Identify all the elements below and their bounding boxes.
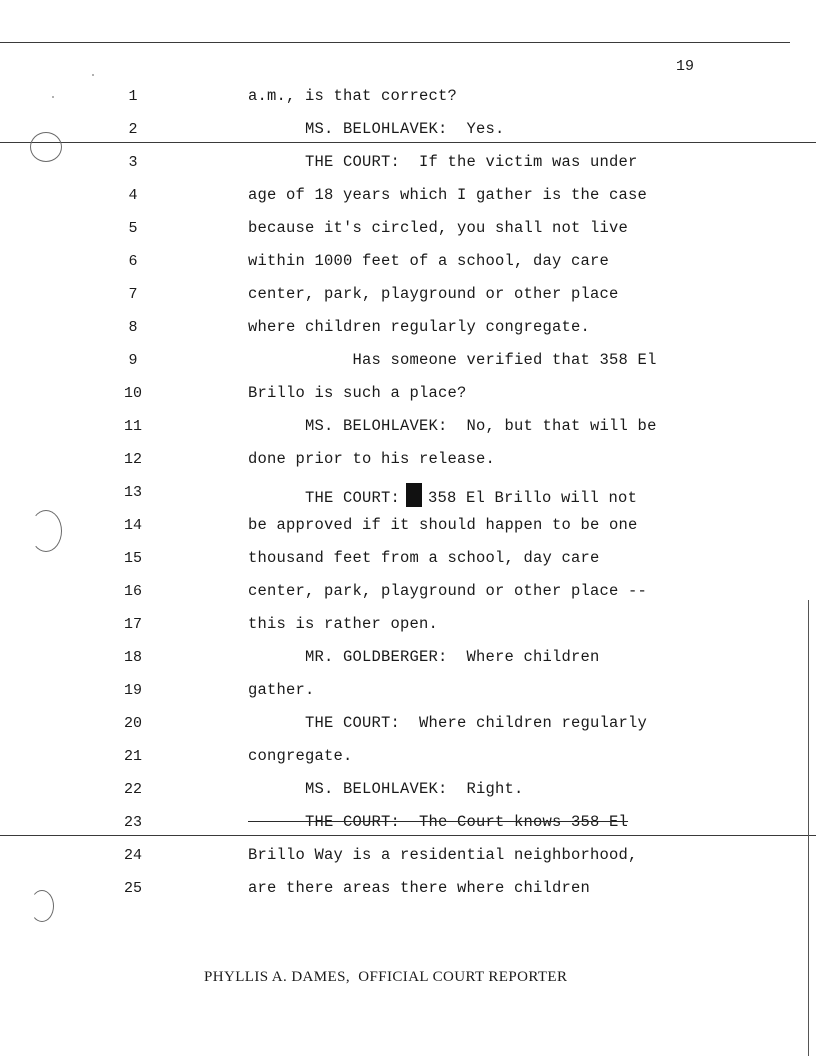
line-text: center, park, playground or other place -- [248,582,648,600]
punch-hole-bottom [30,890,54,922]
line-text: congregate. [248,747,353,765]
line-text-remainder: 358 El Brillo will not [428,489,638,507]
line-text [248,483,637,507]
line-text: thousand feet from a school, day care [248,549,600,567]
line-text: age of 18 years which I gather is the case [248,186,648,204]
line-number: 16 [123,583,142,600]
line-number: 8 [128,319,138,336]
top-rule [0,42,790,43]
line-text: this is rather open. [248,615,439,633]
line-number: 17 [123,616,142,633]
line-text: MS. BELOHLAVEK: No, but that will be [248,417,657,435]
line-2-rule [0,142,816,143]
line-text: within 1000 feet of a school, day care [248,252,610,270]
line-text: Has someone verified that 358 El [248,351,657,369]
right-edge-rule [808,600,809,1056]
line-number: 5 [128,220,138,237]
line-text: because it's circled, you shall not live [248,219,629,237]
line-text: gather. [248,681,315,699]
line-number: 20 [123,715,142,732]
punch-hole-top [30,132,62,162]
line-text: Brillo Way is a residential neighborhood, [248,846,638,864]
page-number: 19 [676,58,695,75]
line-text: MS. BELOHLAVEK: Right. [248,780,524,798]
line-text: a.m., is that correct? [248,87,458,105]
line-number: 24 [123,847,142,864]
line-number: 10 [123,385,142,402]
line-number: 13 [123,484,142,501]
line-number: 14 [123,517,142,534]
line-number: 1 [128,88,138,105]
line-number: 4 [128,187,138,204]
line-number: 15 [123,550,142,567]
line-number: 19 [123,682,142,699]
line-text: center, park, playground or other place [248,285,619,303]
line-number: 25 [123,880,142,897]
line-number: 12 [123,451,142,468]
line-text: done prior to his release. [248,450,496,468]
scan-speck [52,96,54,98]
line-number: 22 [123,781,142,798]
line-text: THE COURT: If the victim was under [248,153,638,171]
line-text: are there areas there where children [248,879,591,897]
line-number: 9 [128,352,138,369]
line-text: THE COURT: Where children regularly [248,714,648,732]
line-text-speaker: THE COURT: [248,489,401,507]
line-number: 11 [123,418,142,435]
line-text: MR. GOLDBERGER: Where children [248,648,600,666]
punch-hole-middle [30,510,62,552]
line-number: 2 [128,121,138,138]
line-number: 7 [128,286,138,303]
redaction-block [406,483,422,507]
line-number: 23 [123,814,142,831]
line-number: 21 [123,748,142,765]
court-reporter-footer: PHYLLIS A. DAMES, OFFICIAL COURT REPORTER [204,969,568,985]
line-text: be approved if it should happen to be one [248,516,638,534]
scan-speck [92,74,94,76]
line-text: Brillo is such a place? [248,384,467,402]
line-number: 18 [123,649,142,666]
line-23-rule [0,835,816,836]
line-number: 3 [128,154,138,171]
line-text: where children regularly congregate. [248,318,591,336]
line-text: MS. BELOHLAVEK: Yes. [248,120,505,138]
line-number: 6 [128,253,138,270]
line-text: THE COURT: The Court knows 358 El [248,813,629,831]
